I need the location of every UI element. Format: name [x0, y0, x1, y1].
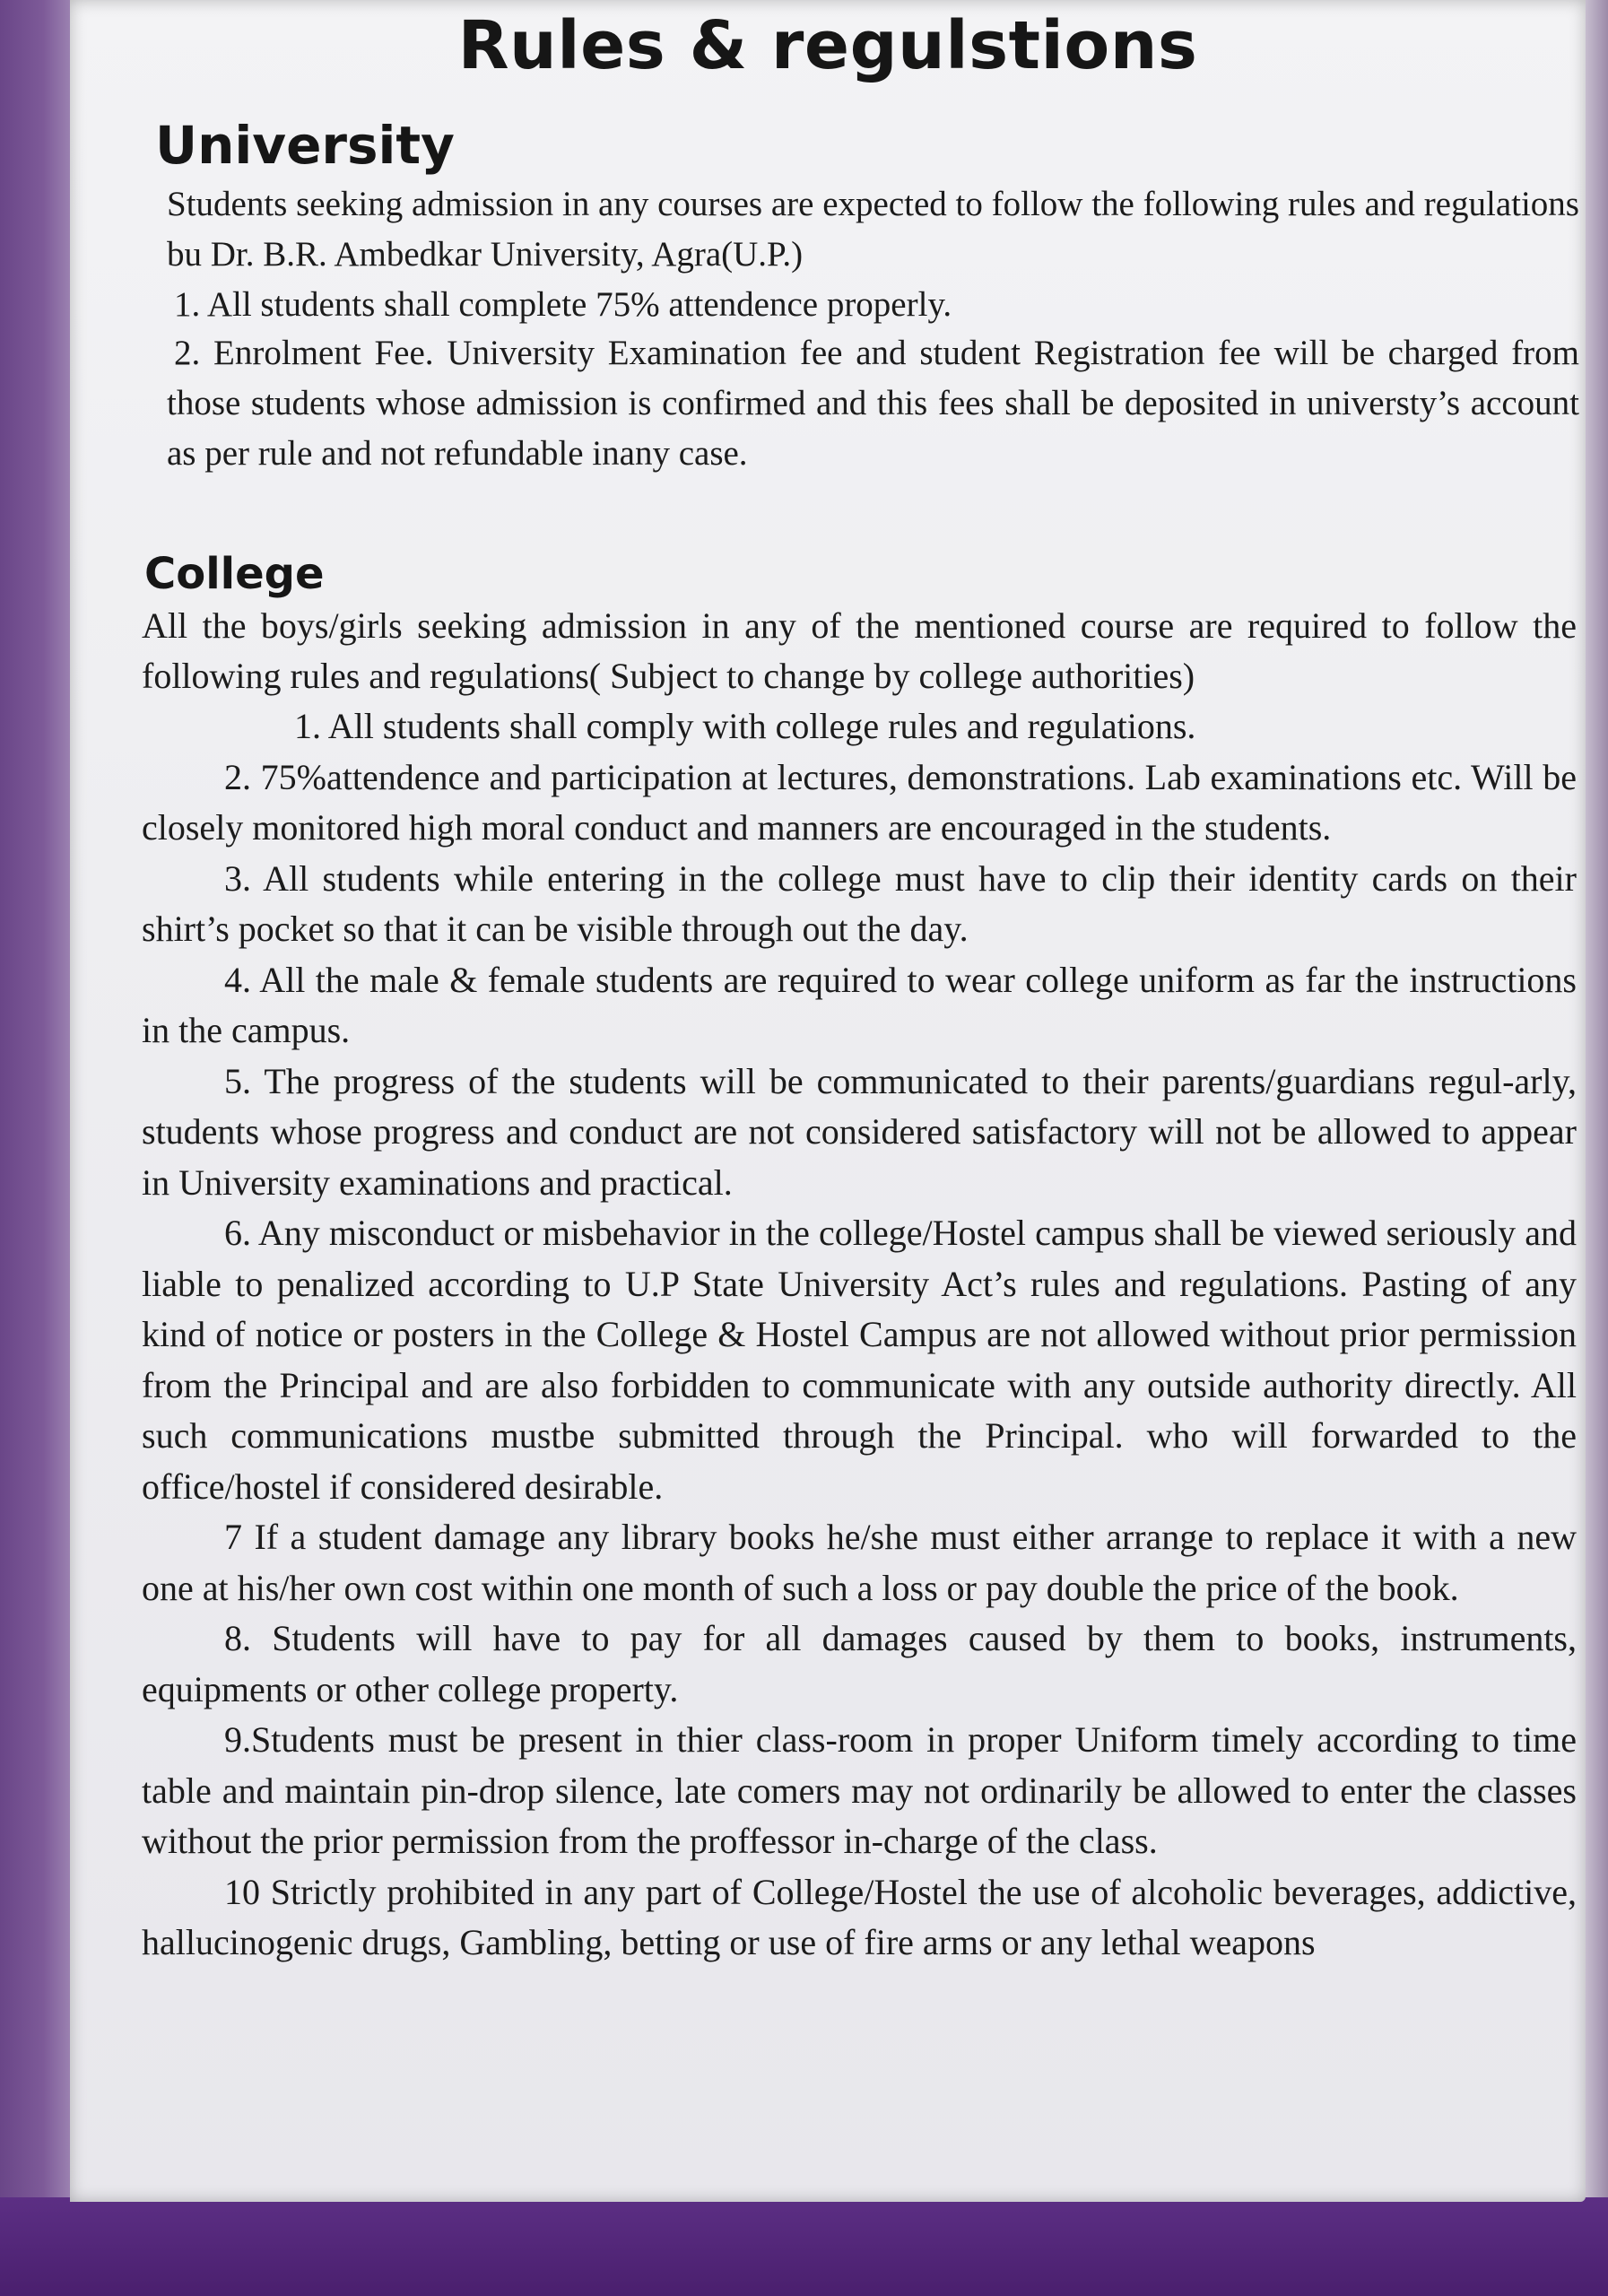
college-rule-8: 8. Students will have to pay for all damages caused by them to books, instruments, equipments or other college property. — [142, 1618, 1577, 1709]
college-intro: All the boys/girls seeking admission in any of the mentioned course are required to follow the following rules and regulations( Subject to change by college authorities) — [142, 605, 1577, 696]
college-rules-list — [142, 701, 1577, 1969]
college-rule-5: 5. The progress of the students will be communicated to their parents/guardians regul-arly, students whose progress and conduct are not considered satisfactory will not be allowed to appear in University examinations and practical. — [142, 1060, 1577, 1203]
university-intro: Students seeking admission in any courses are expected to follow the following rules and regulations bu Dr. B.R. Ambedkar University, Agra(U.P.) — [167, 185, 1579, 274]
document-page — [70, 0, 1586, 2202]
college-rule-1: 1. All students shall comply with college rules and regulations. — [294, 706, 1196, 746]
college-rule-6: 6. Any misconduct or misbehavior in the college/Hostel campus shall be viewed seriously and liable to penalized according to U.P State University Act’s rules and regulations. Pasting of any kind of notice or posters in the College & Hostel Campus are not allowed without prior permission from the Principal and are also forbidden to communicate with any outside authority directly. All such communications mustbe submitted through the Principal. who will forwarded to the office/hostel if considered desirable. — [142, 1213, 1577, 1507]
college-rule-3: 3. All students while entering in the college must have to clip their identity cards on their shirt’s pocket so that it can be visible through out the day. — [142, 857, 1577, 949]
booklet-bottom-band — [0, 2197, 1608, 2296]
college-heading: College — [144, 549, 325, 599]
college-rule-10: 10 Strictly prohibited in any part of College/Hostel the use of alcoholic beverages, addictive, hallucinogenic drugs, Gambling, betting or use of fire arms or any lethal weapons — [142, 1871, 1577, 1962]
college-rule-4: 4. All the male & female students are required to wear college uniform as far the instructions in the campus. — [142, 959, 1577, 1050]
university-rule-2: 2. Enrolment Fee. University Examination fee and student Registration fee will be charged from those students whose admission is confirmed and this fees shall be deposited in universty’s account as per rule and not refundable inany case. — [167, 334, 1579, 473]
booklet-left-edge — [0, 0, 72, 2296]
university-heading: University — [155, 115, 455, 176]
page-title: Rules & regulstions — [457, 7, 1198, 84]
college-rule-7: 7 If a student damage any library books he/she must either arrange to replace it with a new one at his/her own cost within one month of such a loss or pay double the price of the book. — [142, 1517, 1577, 1608]
college-rule-2: 2. 75%attendence and participation at lectures, demonstrations. Lab examinations etc. Will be closely monitored high moral conduct and manners are encouraged in the students. — [142, 756, 1577, 848]
university-rule-1: 1. All students shall complete 75% attendence properly. — [174, 285, 952, 324]
college-rule-9: 9.Students must be present in thier class-room in proper Uniform timely according to time table and maintain pin-drop silence, late comers may not ordinarily be allowed to enter the classes without the prior permission from the proffessor in-charge of the class. — [142, 1719, 1577, 1861]
